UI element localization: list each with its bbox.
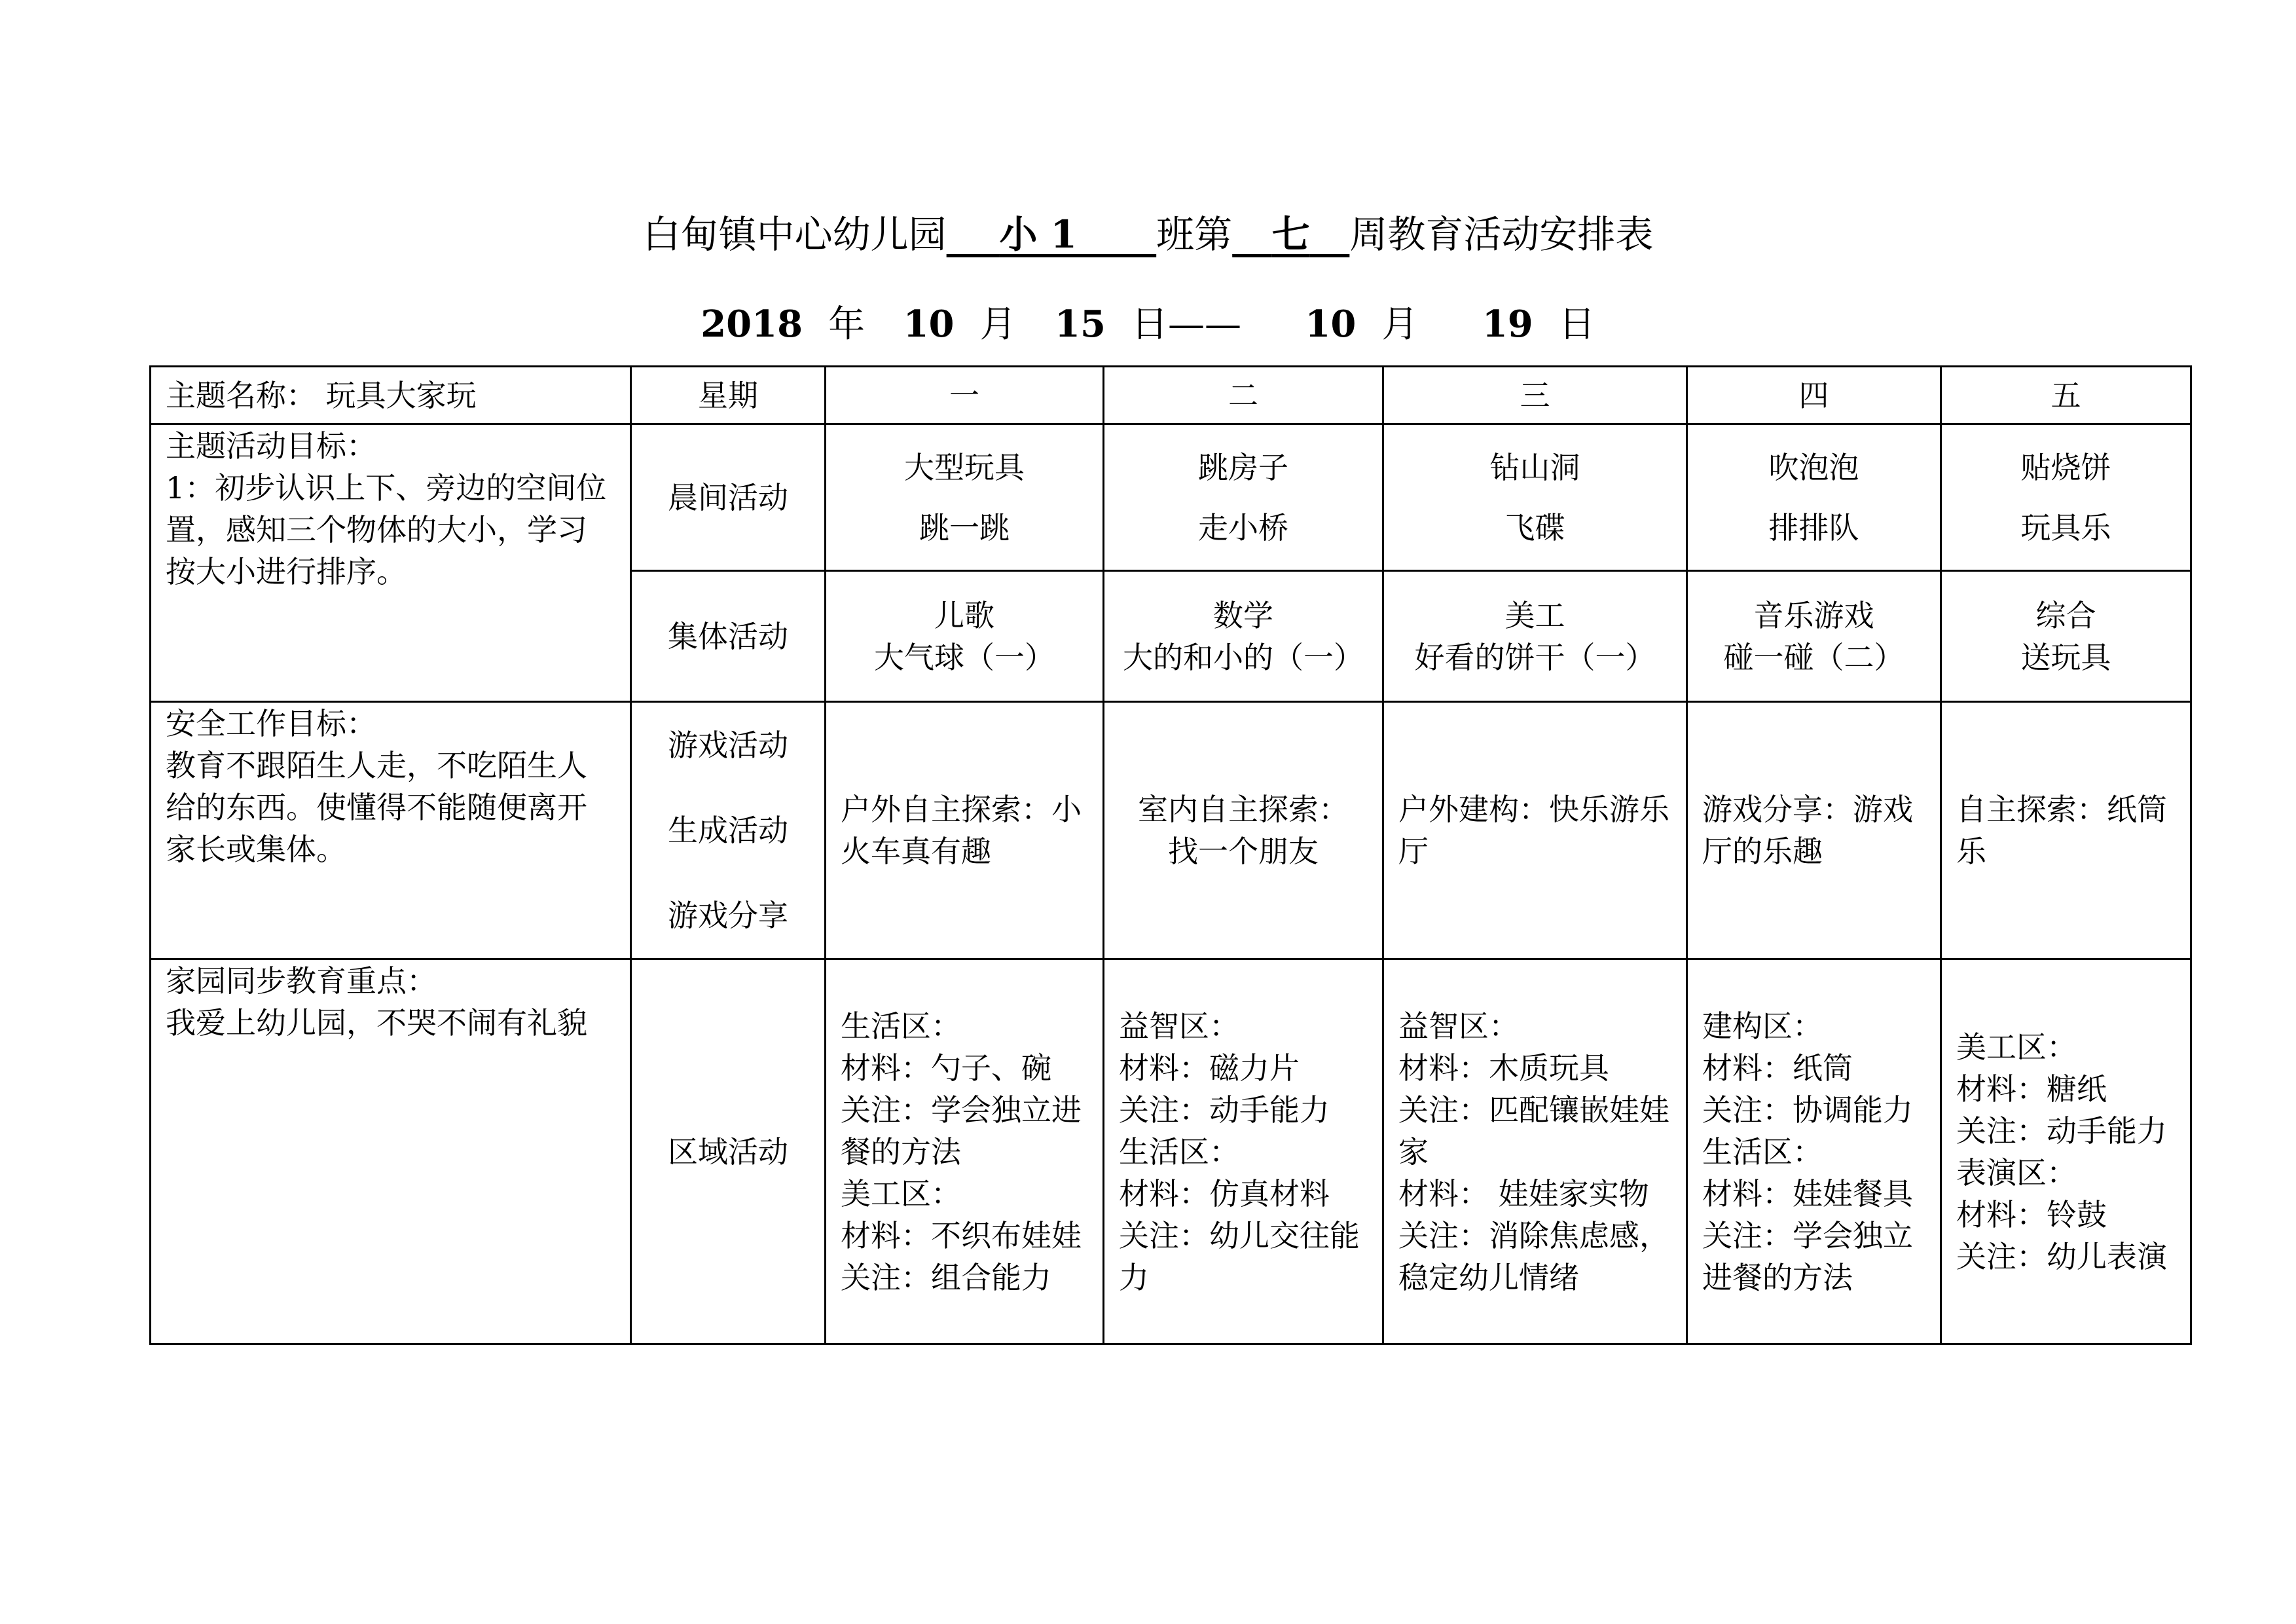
game-mon: 户外自主探索：小火车真有趣	[826, 702, 1104, 959]
morning-fri: 贴烧饼 玩具乐	[1941, 424, 2191, 571]
theme-value: 玩具大家玩	[325, 377, 477, 413]
weekly-plan-table	[149, 365, 2192, 1345]
title-mid: 班第	[1156, 212, 1233, 257]
start-month: 10	[903, 303, 955, 346]
theme-goal-cell	[151, 424, 631, 702]
group-wed: 美工 好看的饼干（一）	[1383, 571, 1687, 702]
document-title	[0, 208, 2296, 261]
table-row-areas	[151, 959, 2191, 1344]
safety-title: 安全工作目标：	[166, 706, 376, 741]
home-title: 家园同步教育重点：	[166, 963, 437, 999]
game-thu: 游戏分享：游戏厅的乐趣	[1687, 702, 1941, 959]
start-day: 15	[1055, 303, 1106, 346]
area-thu: 建构区： 材料：纸筒 关注：协调能力 生活区： 材料：娃娃餐具 关注：学会独立进餐的方法	[1687, 959, 1941, 1344]
group-thu: 音乐游戏 碰一碰（二）	[1687, 571, 1941, 702]
safety-goal-cell	[151, 702, 631, 959]
week-number-field: 七	[1271, 212, 1310, 257]
home-text: 我爱上幼儿园，不哭不闹有礼貌	[166, 1005, 587, 1041]
table-row-games	[151, 702, 2191, 959]
theme-name-cell: 主题名称： 玩具大家玩	[151, 367, 631, 424]
day-tue: 二	[1104, 367, 1383, 424]
goal-text: 1：初步认识上下、旁边的空间位置，感知三个物体的大小，学习按大小进行排序。	[166, 470, 607, 589]
group-fri: 综合 送玩具	[1941, 571, 2191, 702]
goal-title: 主题活动目标：	[166, 428, 376, 464]
morning-thu: 吹泡泡 排排队	[1687, 424, 1941, 571]
area-label: 区域活动	[631, 959, 826, 1344]
group-label: 集体活动	[631, 571, 826, 702]
end-day: 19	[1482, 303, 1533, 346]
day-wed: 三	[1383, 367, 1687, 424]
area-tue: 益智区： 材料：磁力片 关注：动手能力 生活区： 材料：仿真材料 关注：幼儿交往能力	[1104, 959, 1383, 1344]
table-row-morning	[151, 424, 2191, 571]
end-month: 10	[1305, 303, 1357, 346]
class-name-field: 小 1	[999, 212, 1077, 257]
morning-label: 晨间活动	[631, 424, 826, 571]
table-row-header	[151, 367, 2191, 424]
game-tue: 室内自主探索： 找一个朋友	[1104, 702, 1383, 959]
start-year: 2018	[701, 303, 803, 346]
title-prefix: 白甸镇中心幼儿园	[642, 212, 947, 257]
weekday-label: 星期	[631, 367, 826, 424]
game-fri: 自主探索：纸筒乐	[1941, 702, 2191, 959]
home-school-cell	[151, 959, 631, 1344]
morning-wed: 钻山洞 飞碟	[1383, 424, 1687, 571]
morning-mon: 大型玩具 跳一跳	[826, 424, 1104, 571]
group-tue: 数学 大的和小的（一）	[1104, 571, 1383, 702]
title-suffix: 周教育活动安排表	[1349, 212, 1654, 257]
group-mon: 儿歌 大气球（一）	[826, 571, 1104, 702]
morning-tue: 跳房子 走小桥	[1104, 424, 1383, 571]
area-fri: 美工区： 材料：糖纸 关注：动手能力 表演区： 材料：铃鼓 关注：幼儿表演	[1941, 959, 2191, 1344]
area-mon: 生活区： 材料：勺子、碗 关注：学会独立进餐的方法 美工区： 材料：不织布娃娃 关注：组合能力	[826, 959, 1104, 1344]
day-thu: 四	[1687, 367, 1941, 424]
date-range: 2018 年 10 月 15 日—— 10 月 19 日	[701, 303, 1595, 346]
day-mon: 一	[826, 367, 1104, 424]
game-labels: 游戏活动 生成活动 游戏分享	[631, 702, 826, 959]
game-wed: 户外建构：快乐游乐厅	[1383, 702, 1687, 959]
safety-text: 教育不跟陌生人走，不吃陌生人给的东西。使懂得不能随便离开家长或集体。	[166, 748, 587, 867]
day-fri: 五	[1941, 367, 2191, 424]
area-wed: 益智区： 材料：木质玩具 关注：匹配镶嵌娃娃家 材料： 娃娃家实物 关注：消除焦虑感，稳定幼儿情绪	[1383, 959, 1687, 1344]
